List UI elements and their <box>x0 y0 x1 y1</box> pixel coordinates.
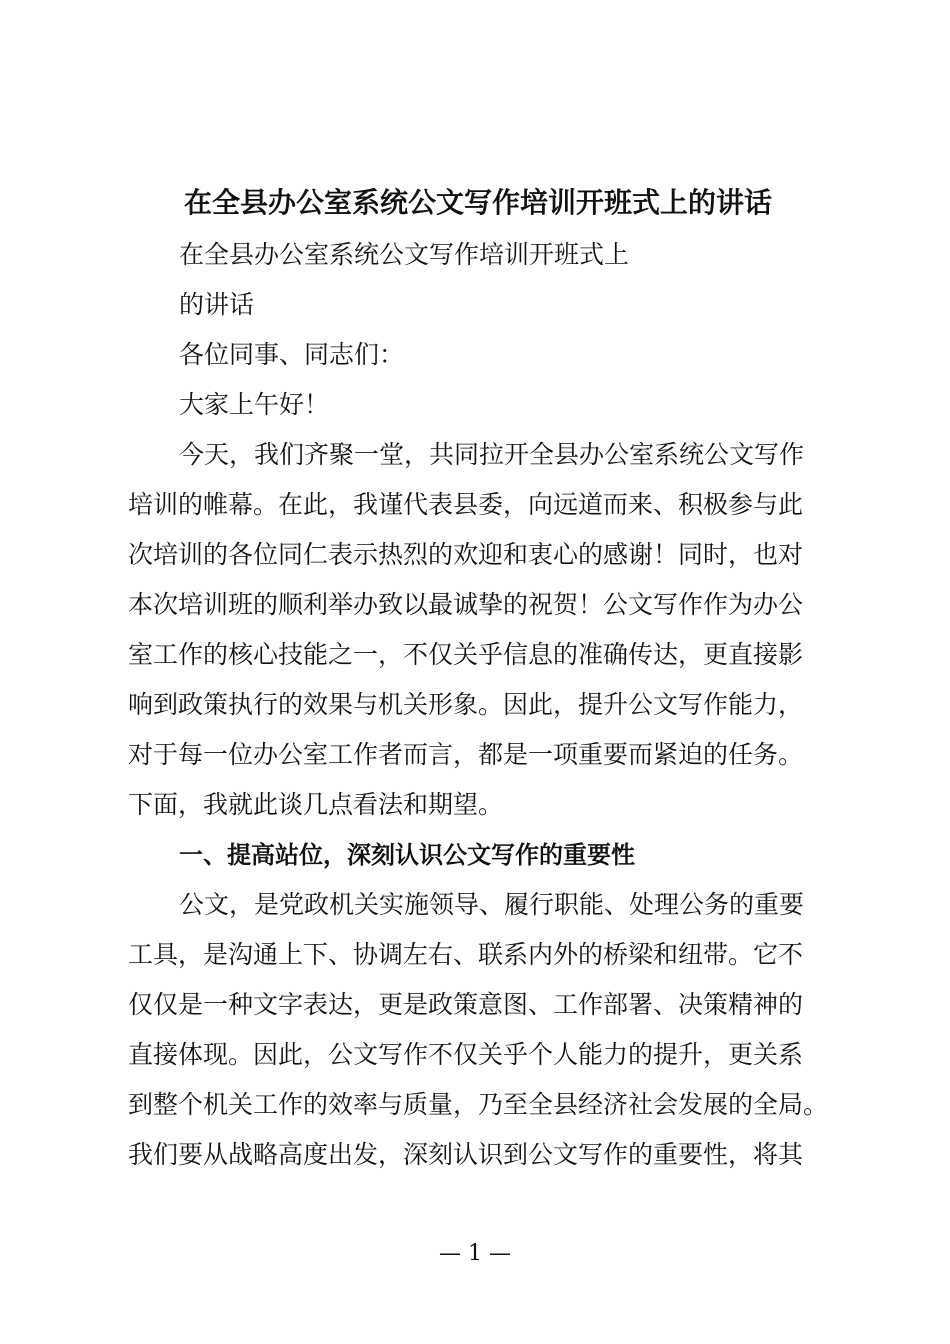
subtitle-line-1: 在全县办公室系统公文写作培训开班式上 <box>179 240 630 269</box>
paragraph-2-line: 到整个机关工作的效率与质量，乃至全县经济社会发展的全局。 <box>128 1090 829 1119</box>
paragraph-2-line: 我们要从战略高度出发，深刻认识到公文写作的重要性，将其 <box>128 1140 804 1169</box>
document-title: 在全县办公室系统公文写作培训开班式上的讲话 <box>183 186 772 219</box>
paragraph-1-line: 下面，我就此谈几点看法和期望。 <box>128 790 504 819</box>
salutation: 各位同事、同志们： <box>179 340 405 369</box>
paragraph-1-line: 次培训的各位同仁表示热烈的欢迎和衷心的感谢！同时，也对 <box>128 540 804 569</box>
page-number: — 1 — <box>439 1241 511 1266</box>
section-1-heading: 一、提高站位，深刻认识公文写作的重要性 <box>179 841 635 869</box>
paragraph-1-line: 响到政策执行的效果与机关形象。因此，提升公文写作能力， <box>128 690 804 719</box>
paragraph-2-line: 公文，是党政机关实施领导、履行职能、处理公务的重要 <box>179 890 805 919</box>
subtitle-line-2: 的讲话 <box>179 290 255 319</box>
paragraph-1-line: 室工作的核心技能之一，不仅关乎信息的准确传达，更直接影 <box>128 640 804 669</box>
paragraph-1-line: 培训的帷幕。在此，我谨代表县委，向远道而来、积极参与此 <box>128 490 804 519</box>
paragraph-2-line: 直接体现。因此，公文写作不仅关乎个人能力的提升，更关系 <box>128 1040 804 1069</box>
greeting: 大家上午好！ <box>179 390 330 419</box>
paragraph-1-line: 今天，我们齐聚一堂，共同拉开全县办公室系统公文写作 <box>179 440 805 469</box>
paragraph-2-line: 仅仅是一种文字表达，更是政策意图、工作部署、决策精神的 <box>128 990 804 1019</box>
paragraph-1-line: 对于每一位办公室工作者而言，都是一项重要而紧迫的任务。 <box>128 740 804 769</box>
paragraph-1-line: 本次培训班的顺利举办致以最诚挚的祝贺！公文写作作为办公 <box>128 590 804 619</box>
paragraph-2-line: 工具，是沟通上下、协调左右、联系内外的桥梁和纽带。它不 <box>128 940 804 969</box>
